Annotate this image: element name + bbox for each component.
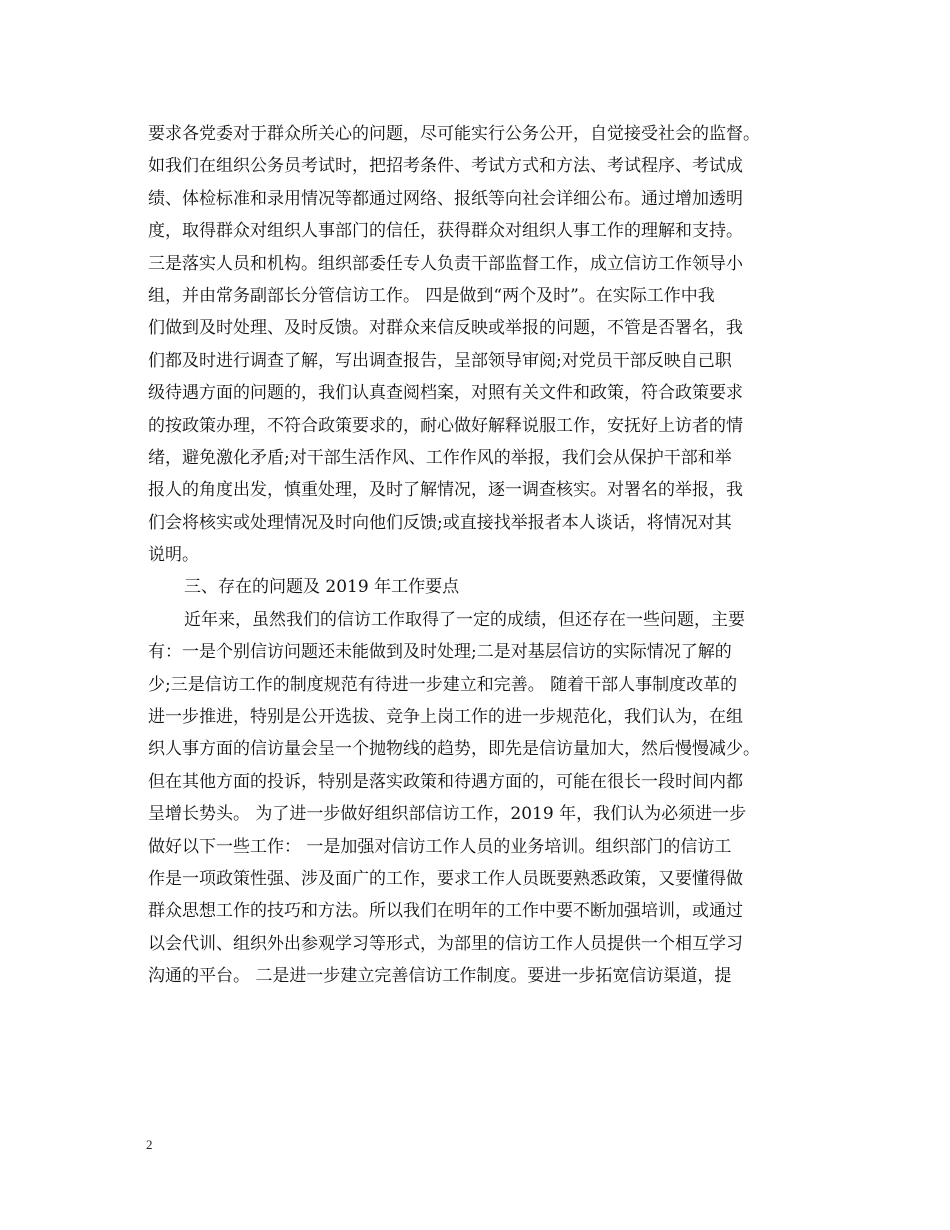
text-line: 以会代训、组织外出参观学习等形式，为部里的信访工作人员提供一个相互学习: [148, 933, 743, 954]
text-line: 的按政策办理，不符合政策要求的，耐心做好解释说服工作，安抚好上访者的情: [148, 415, 743, 436]
text-line: 报人的角度出发，慎重处理，及时了解情况，逐一调查核实。对署名的举报，我: [148, 480, 743, 501]
text-line: 做好以下一些工作： 一是加强对信访工作人员的业务培训。组织部门的信访工: [148, 836, 732, 857]
text-line: 作是一项政策性强、涉及面广的工作，要求工作人员既要熟悉政策，又要懂得做: [148, 868, 743, 889]
text-line: 们都及时进行调查了解，写出调查报告，呈部领导审阅;对党员干部反映自己职: [148, 350, 732, 371]
text-line: 绪，避免激化矛盾;对干部生活作风、工作作风的举报，我们会从保护干部和举: [148, 447, 732, 468]
text-line: 进一步推进，特别是公开选拔、竞争上岗工作的进一步规范化，我们认为，在组: [148, 707, 743, 728]
text-line: 组，并由常务副部长分管信访工作。 四是做到“两个及时”。在实际工作中我: [148, 285, 715, 306]
text-line: 沟通的平台。 二是进一步建立完善信访工作制度。要进一步拓宽信访渠道，提: [148, 966, 732, 987]
section-heading: 三、存在的问题及 2019 年工作要点: [184, 577, 460, 598]
text-line: 级待遇方面的问题的，我们认真查阅档案，对照有关文件和政策，符合政策要求: [148, 383, 743, 404]
text-line: 但在其他方面的投诉，特别是落实政策和待遇方面的，可能在很长一段时间内都: [148, 771, 743, 792]
text-line: 织人事方面的信访量会呈一个抛物线的趋势，即先是信访量加大，然后慢慢减少。: [148, 739, 760, 760]
text-line: 要求各党委对于群众所关心的问题，尽可能实行公务公开，自觉接受社会的监督。: [148, 124, 760, 144]
text-line: 呈增长势头。 为了进一步做好组织部信访工作，2019 年，我们认为必须进一步: [148, 804, 747, 825]
text-line: 度，取得群众对组织人事部门的信任，获得群众对组织人事工作的理解和支持。: [148, 221, 743, 242]
text-line: 三是落实人员和机构。组织部委任专人负责干部监督工作，成立信访工作领导小: [148, 253, 743, 274]
text-line: 如我们在组织公务员考试时，把招考条件、考试方式和方法、考试程序、考试成: [148, 156, 743, 177]
page-number: 2: [146, 1137, 153, 1152]
text-line: 说明。: [148, 545, 199, 566]
text-line: 少;三是信访工作的制度规范有待进一步建立和完善。 随着干部人事制度改革的: [148, 674, 738, 695]
body-text: [148, 118, 828, 993]
text-line: 绩、体检标准和录用情况等都通过网络、报纸等向社会详细公布。通过增加透明: [148, 188, 743, 209]
text-line: 们做到及时处理、及时反馈。对群众来信反映或举报的问题，不管是否署名，我: [148, 318, 743, 339]
text-line: 有：一是个别信访问题还未能做到及时处理;二是对基层信访的实际情况了解的: [148, 642, 732, 663]
text-line: 们会将核实或处理情况及时向他们反馈;或直接找举报者本人谈话，将情况对其: [148, 512, 732, 533]
text-line: 群众思想工作的技巧和方法。所以我们在明年的工作中要不断加强培训，或通过: [148, 901, 743, 922]
text-line: 近年来，虽然我们的信访工作取得了一定的成绩，但还存在一些问题，主要: [184, 609, 745, 630]
